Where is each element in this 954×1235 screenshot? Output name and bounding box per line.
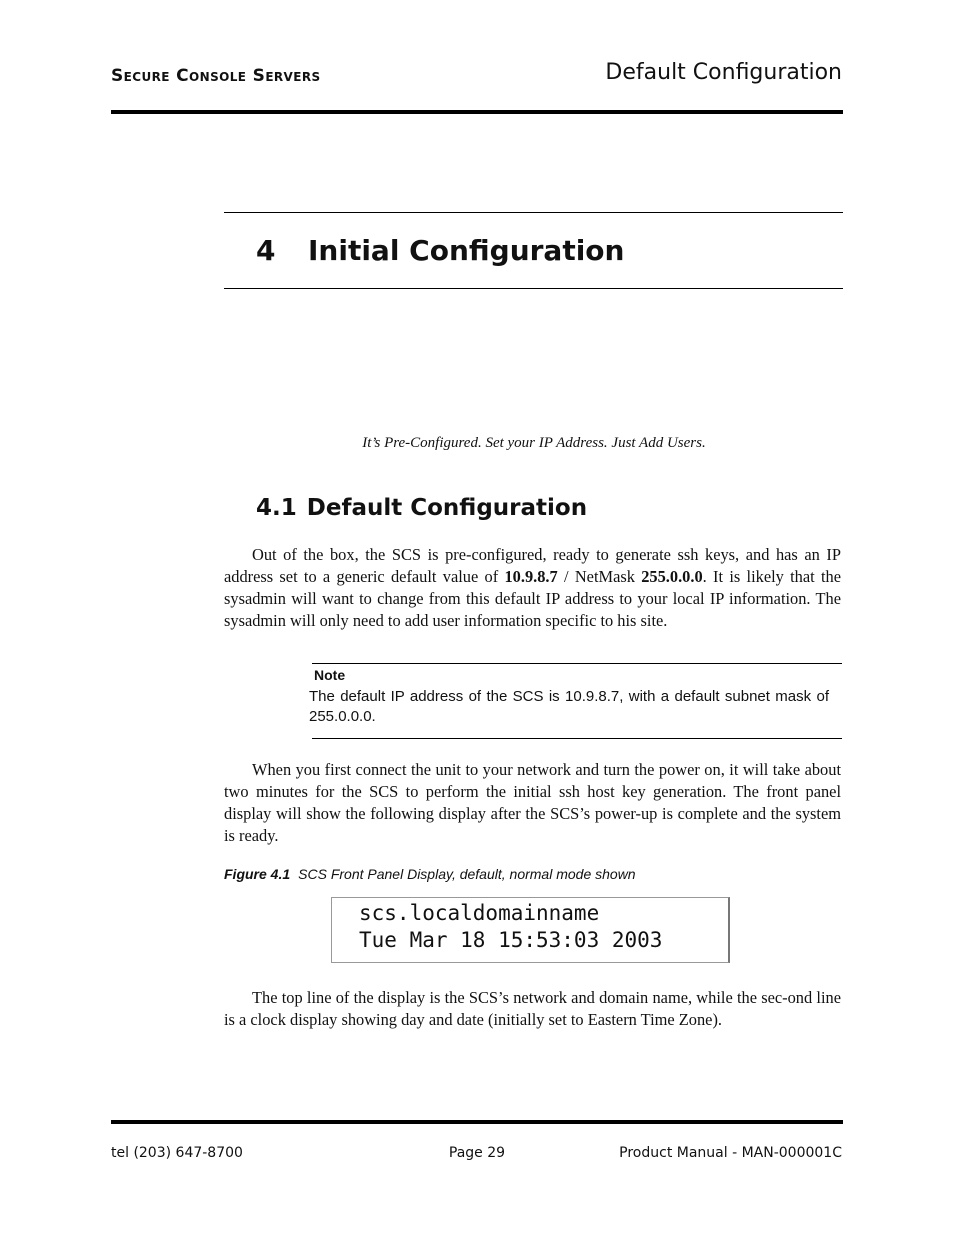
section-title-text: Default Configuration xyxy=(306,495,588,521)
note-text: The default IP address of the SCS is 10.9.8.7, with a default subnet mask of 255.0.0.0. xyxy=(309,688,829,725)
chapter-number: 4 xyxy=(256,234,276,267)
running-header-right: Default Configuration xyxy=(605,60,842,85)
note-label: Note xyxy=(314,667,346,683)
default-netmask: 255.0.0.0 xyxy=(641,567,703,586)
section-heading xyxy=(256,495,587,521)
paragraph-intro xyxy=(224,544,841,632)
display-line-clock: Tue Mar 18 15:53:03 2003 xyxy=(359,928,663,952)
epigraph: It’s Pre-Configured. Set your IP Address. Just Add Users. xyxy=(362,435,706,451)
chapter-rule-top xyxy=(224,212,843,213)
footer-rule xyxy=(111,1120,843,1124)
footer-page-number: Page 29 xyxy=(448,1145,506,1161)
footer-phone: tel (203) 647-8700 xyxy=(111,1145,243,1161)
display-line-hostname: scs.localdomainname xyxy=(359,901,600,925)
chapter-rule-bottom xyxy=(224,288,843,289)
paragraph-text: The top line of the display is the SCS’s network and domain name, while the sec-ond line is a clock display showing day and date (initially set to Eastern Time Zone). xyxy=(224,988,841,1029)
footer-manual-id: Product Manual - MAN-000001C xyxy=(619,1145,842,1161)
running-header-left: Secure Console Servers xyxy=(111,66,321,86)
figure-label: Figure 4.1 xyxy=(224,866,291,882)
paragraph-display-explanation xyxy=(224,987,841,1031)
paragraph-text: . It is likely that the sysadmin will want to change from this default IP address to your local IP information. The sysadmin will only need to add user information specific to his site. xyxy=(224,567,842,630)
figure-caption-text: SCS Front Panel Display, default, normal mode shown xyxy=(298,866,636,882)
section-number: 4.1 xyxy=(256,495,297,521)
paragraph-text: Out of the box, the SCS is pre-configured, ready to generate ssh keys, and has an IP address set to a generic default value of xyxy=(224,545,841,586)
figure-caption xyxy=(224,866,636,882)
header-rule xyxy=(111,110,843,114)
note-rule-top xyxy=(312,663,842,664)
chapter-title-text: Initial Configuration xyxy=(308,234,625,267)
chapter-title xyxy=(256,234,624,267)
default-ip: 10.9.8.7 xyxy=(504,567,558,586)
note-rule-bottom xyxy=(312,738,842,739)
paragraph-power-up xyxy=(224,759,841,847)
paragraph-text: / NetMask xyxy=(557,567,642,586)
paragraph-text: When you first connect the unit to your network and turn the power on, it will take about two minutes for the SCS to perform the initial ssh host key generation. The front panel display will show the following display after the SCS’s power-up is complete and the system is ready. xyxy=(224,760,841,845)
